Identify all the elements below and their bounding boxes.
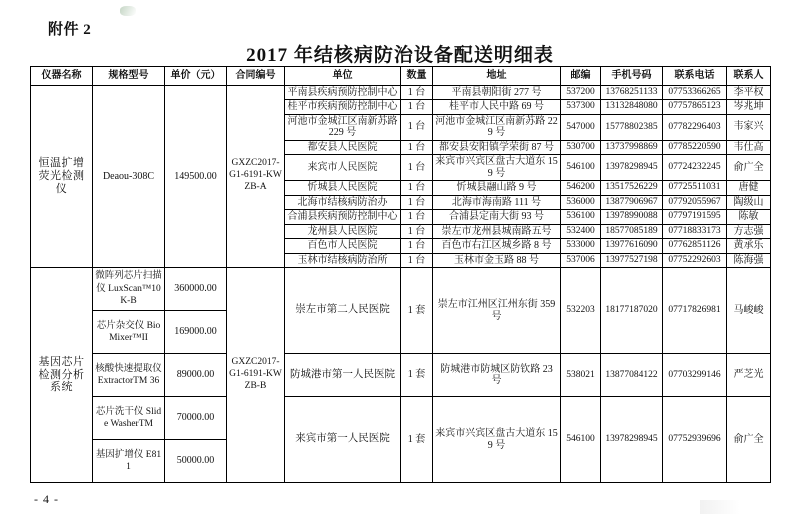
group-item-model: 芯片杂交仪 BioMixer™II [93, 311, 165, 354]
cell-phone: 07752292603 [663, 253, 727, 268]
col-header-mobile: 手机号码 [601, 67, 663, 86]
cell-mobile: 18177187020 [601, 268, 663, 354]
col-header-contract: 合同编号 [227, 67, 285, 86]
cell-unit: 合浦县疾病预防控制中心 [285, 210, 401, 225]
cell-postcode: 532400 [561, 224, 601, 239]
cell-mobile: 13737998869 [601, 140, 663, 155]
col-header-postcode: 邮编 [561, 67, 601, 86]
cell-postcode: 546100 [561, 155, 601, 181]
group-item-model: 微阵列芯片扫描仪 LuxScan™10K-B [93, 268, 165, 311]
cell-unit: 忻城县人民医院 [285, 181, 401, 196]
group-contract-number: GXZC2017-G1-6191-KWZB-B [227, 268, 285, 483]
cell-address: 崇左市龙州县城南路五号 [433, 224, 561, 239]
group-model: Deaou-308C [93, 85, 165, 268]
group-price: 149500.00 [165, 85, 227, 268]
table-header-row [31, 67, 771, 86]
col-header-address: 地址 [433, 67, 561, 86]
cell-phone: 07757865123 [663, 100, 727, 115]
cell-mobile: 13978990088 [601, 210, 663, 225]
cell-quantity: 1 台 [401, 100, 433, 115]
cell-contact: 严芝光 [727, 354, 771, 397]
col-header-model: 规格型号 [93, 67, 165, 86]
cell-unit: 百色市人民医院 [285, 239, 401, 254]
cell-phone: 07792055967 [663, 195, 727, 210]
cell-mobile: 13977616090 [601, 239, 663, 254]
cell-postcode: 530700 [561, 140, 601, 155]
cell-unit: 平南县疾病预防控制中心 [285, 85, 401, 100]
cell-phone: 07725511031 [663, 181, 727, 196]
group-item-model: 核酸快速提取仪 ExtractorTM 36 [93, 354, 165, 397]
cell-phone: 07753366265 [663, 85, 727, 100]
cell-address: 百色市右江区城乡路 8 号 [433, 239, 561, 254]
table-row [31, 354, 771, 397]
cell-contact: 韦仕高 [727, 140, 771, 155]
cell-unit: 桂平市疾病预防控制中心 [285, 100, 401, 115]
group-item-model: 基因扩增仪 E811 [93, 440, 165, 483]
detail-table-wrapper [30, 66, 770, 483]
cell-address: 桂平市人民中路 69 号 [433, 100, 561, 115]
col-header-price: 单价（元） [165, 67, 227, 86]
cell-postcode: 532203 [561, 268, 601, 354]
detail-table [30, 66, 771, 483]
cell-postcode: 537200 [561, 85, 601, 100]
cell-address: 玉林市金玉路 88 号 [433, 253, 561, 268]
cell-postcode: 547000 [561, 114, 601, 140]
cell-contact: 黄承乐 [727, 239, 771, 254]
cell-address: 合浦县定南大街 93 号 [433, 210, 561, 225]
cell-contact: 马峻峻 [727, 268, 771, 354]
cell-contact: 陈海强 [727, 253, 771, 268]
cell-quantity: 1 台 [401, 181, 433, 196]
cell-mobile: 13768251133 [601, 85, 663, 100]
cell-postcode: 537300 [561, 100, 601, 115]
cell-postcode: 536000 [561, 195, 601, 210]
cell-phone: 07717826981 [663, 268, 727, 354]
cell-postcode: 536100 [561, 210, 601, 225]
cell-quantity: 1 台 [401, 239, 433, 254]
group-instrument-name: 恒温扩增荧光检测仪 [31, 85, 93, 268]
cell-unit: 来宾市人民医院 [285, 155, 401, 181]
cell-quantity: 1 台 [401, 140, 433, 155]
cell-mobile: 13132848080 [601, 100, 663, 115]
cell-postcode: 533000 [561, 239, 601, 254]
col-header-contact: 联系人 [727, 67, 771, 86]
col-header-quantity: 数量 [401, 67, 433, 86]
page-number: - 4 - [34, 492, 59, 506]
cell-address: 北海市海南路 111 号 [433, 195, 561, 210]
group-item-model: 芯片洗干仪 Slide WasherTM [93, 397, 165, 440]
cell-address: 崇左市江州区江州东街 359 号 [433, 268, 561, 354]
cell-unit: 北海市结核病防治办 [285, 195, 401, 210]
cell-address: 河池市金城江区南新苏路 229 号 [433, 114, 561, 140]
cell-unit: 防城港市第一人民医院 [285, 354, 401, 397]
cell-contact: 俞广全 [727, 155, 771, 181]
cell-quantity: 1 套 [401, 397, 433, 483]
group-contract-number: GXZC2017-G1-6191-KWZB-A [227, 85, 285, 268]
group-item-price: 89000.00 [165, 354, 227, 397]
cell-quantity: 1 台 [401, 224, 433, 239]
cell-phone: 07762851126 [663, 239, 727, 254]
cell-unit: 河池市金城江区南新苏路 229 号 [285, 114, 401, 140]
cell-contact: 陈敏 [727, 210, 771, 225]
cell-contact: 方志强 [727, 224, 771, 239]
cell-contact: 岑兆坤 [727, 100, 771, 115]
cell-phone: 07703299146 [663, 354, 727, 397]
cell-phone: 07797191595 [663, 210, 727, 225]
table-row [31, 268, 771, 311]
cell-postcode: 537006 [561, 253, 601, 268]
group-item-price: 360000.00 [165, 268, 227, 311]
cell-mobile: 13877906967 [601, 195, 663, 210]
cell-mobile: 13978298945 [601, 155, 663, 181]
cell-contact: 李平权 [727, 85, 771, 100]
cell-unit: 龙州县人民医院 [285, 224, 401, 239]
cell-address: 来宾市兴宾区盘古大道东 159 号 [433, 155, 561, 181]
cell-phone: 07782296403 [663, 114, 727, 140]
cell-postcode: 546200 [561, 181, 601, 196]
cell-address: 平南县朝阳街 277 号 [433, 85, 561, 100]
scan-artifact [700, 500, 740, 514]
cell-quantity: 1 台 [401, 253, 433, 268]
cell-quantity: 1 台 [401, 195, 433, 210]
cell-unit: 来宾市第一人民医院 [285, 397, 401, 483]
cell-mobile: 13517526229 [601, 181, 663, 196]
cell-contact: 唐健 [727, 181, 771, 196]
cell-quantity: 1 台 [401, 114, 433, 140]
cell-quantity: 1 套 [401, 354, 433, 397]
cell-contact: 陶级山 [727, 195, 771, 210]
cell-mobile: 13977527198 [601, 253, 663, 268]
cell-postcode: 546100 [561, 397, 601, 483]
cell-phone: 07718833173 [663, 224, 727, 239]
cell-phone: 07724232245 [663, 155, 727, 181]
group-item-price: 50000.00 [165, 440, 227, 483]
cell-postcode: 538021 [561, 354, 601, 397]
cell-address: 忻城县翮山路 9 号 [433, 181, 561, 196]
table-row [31, 85, 771, 100]
group-item-price: 70000.00 [165, 397, 227, 440]
col-header-unit: 单位 [285, 67, 401, 86]
cell-unit: 玉林市结核病防治所 [285, 253, 401, 268]
cell-phone: 07785220590 [663, 140, 727, 155]
cell-contact: 俞广全 [727, 397, 771, 483]
table-row [31, 397, 771, 440]
cell-phone: 07752939696 [663, 397, 727, 483]
group-item-price: 169000.00 [165, 311, 227, 354]
cell-contact: 韦家兴 [727, 114, 771, 140]
cell-mobile: 13978298945 [601, 397, 663, 483]
cell-address: 防城港市防城区防钦路 23 号 [433, 354, 561, 397]
col-header-phone: 联系电话 [663, 67, 727, 86]
cell-address: 都安县安阳镇学荣街 87 号 [433, 140, 561, 155]
col-header-instrument: 仪器名称 [31, 67, 93, 86]
cell-quantity: 1 台 [401, 85, 433, 100]
scan-artifact [120, 6, 136, 16]
page-title: 2017 年结核病防治设备配送明细表 [246, 45, 554, 66]
cell-unit: 崇左市第二人民医院 [285, 268, 401, 354]
cell-mobile: 18577085189 [601, 224, 663, 239]
cell-quantity: 1 套 [401, 268, 433, 354]
cell-unit: 都安县人民医院 [285, 140, 401, 155]
cell-quantity: 1 台 [401, 155, 433, 181]
cell-mobile: 15778802385 [601, 114, 663, 140]
cell-mobile: 13877084122 [601, 354, 663, 397]
cell-address: 来宾市兴宾区盘古大道东 159 号 [433, 397, 561, 483]
group-instrument-name: 基因芯片检测分析系统 [31, 268, 93, 483]
attachment-label: 附件 2 [48, 22, 92, 38]
cell-quantity: 1 台 [401, 210, 433, 225]
